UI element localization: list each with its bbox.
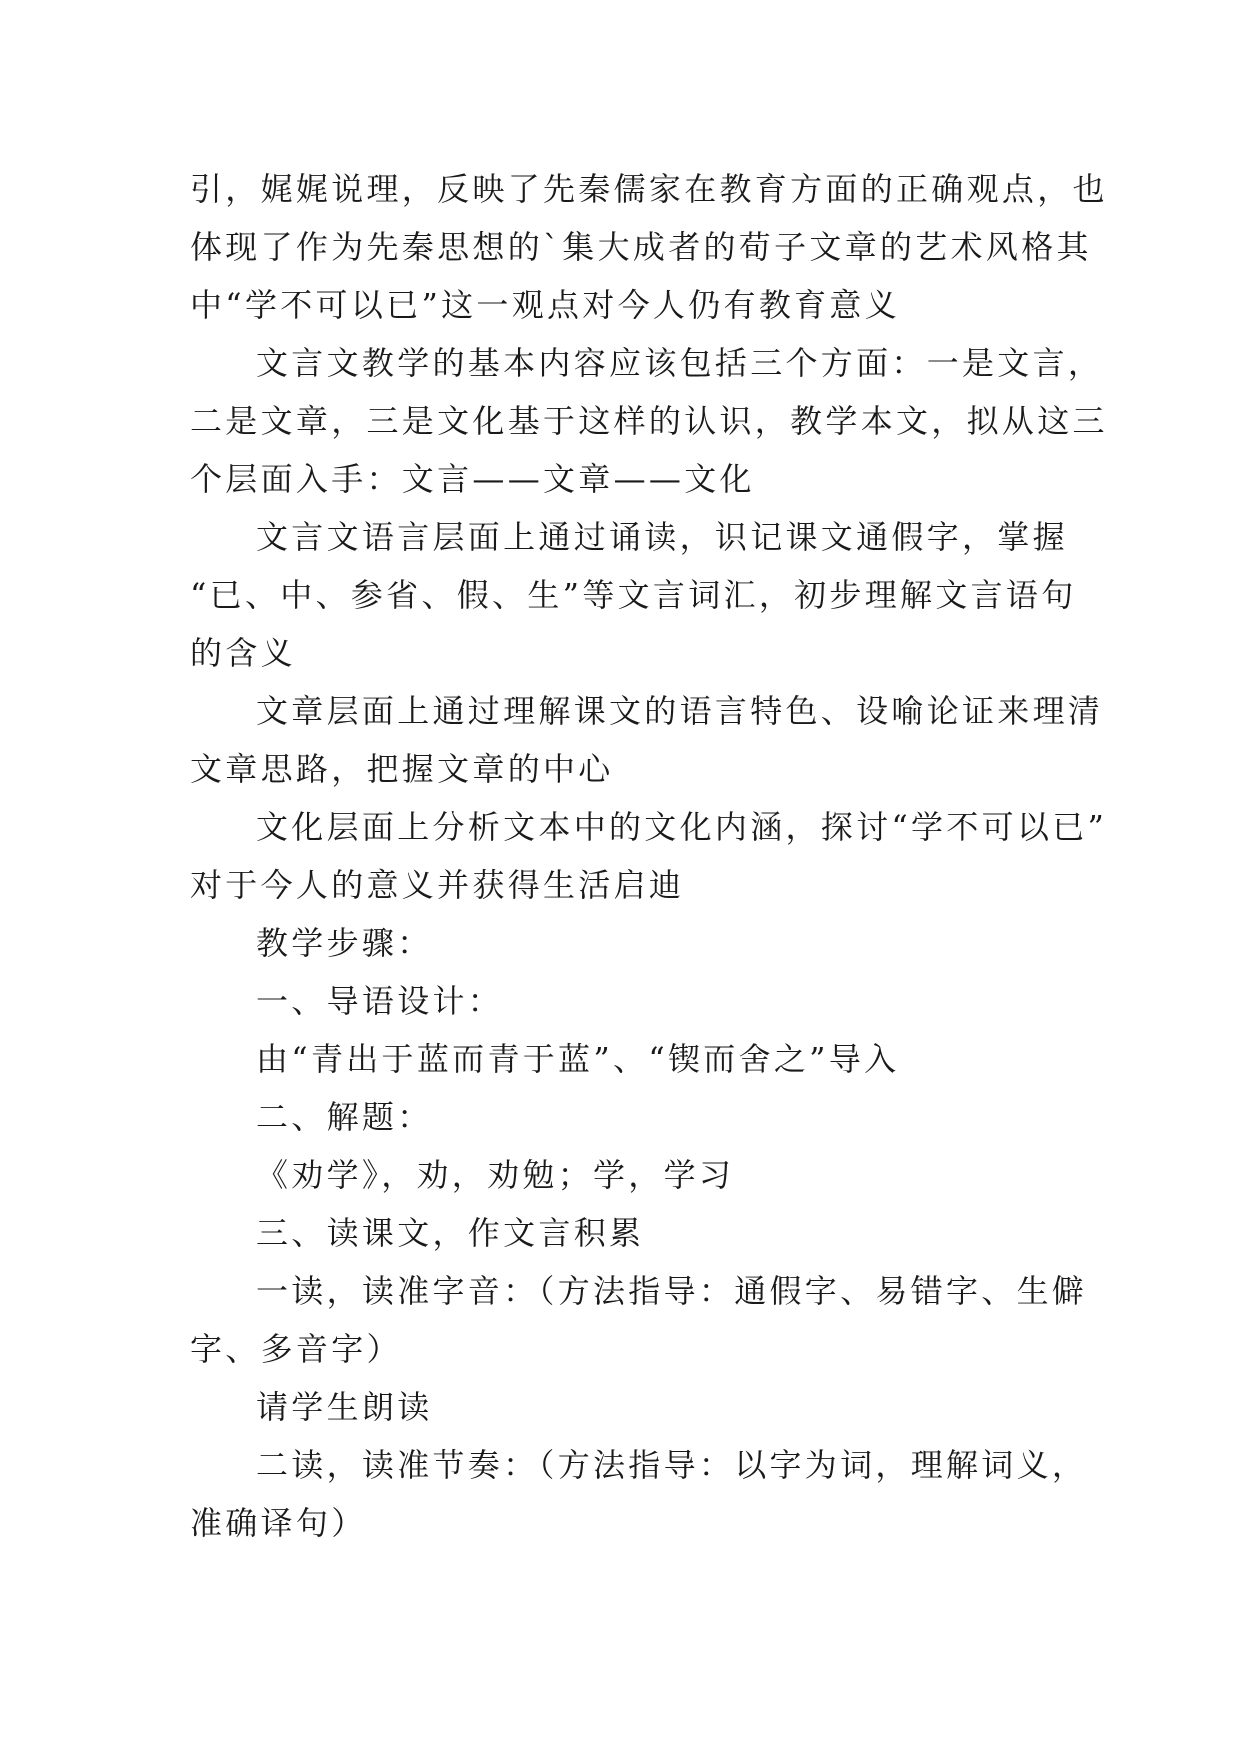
document-page bbox=[190, 160, 1108, 1552]
paragraph-start-line: 文言文语言层面上通过诵读，识记课文通假字，掌握 bbox=[256, 518, 1068, 556]
paragraph-start-line: 文化层面上分析文本中的文化内涵，探讨“学不可以已” bbox=[256, 808, 1108, 846]
paragraph-start-line: 《劝学》，劝，劝勉；学，学习 bbox=[256, 1156, 735, 1194]
text-line: 的含义 bbox=[190, 634, 296, 672]
text-line: 体现了作为先秦思想的`集大成者的荀子文章的艺术风格其 bbox=[190, 228, 1092, 266]
section-heading: 一、导语设计： bbox=[256, 982, 504, 1020]
section-heading: 教学步骤： bbox=[256, 924, 433, 962]
text-line: 中“学不可以已”这一观点对今人仍有教育意义 bbox=[190, 286, 901, 324]
text-line: “已、中、参省、假、生”等文言词汇，初步理解文言语句 bbox=[190, 576, 1077, 614]
section-heading: 三、读课文，作文言积累 bbox=[256, 1214, 645, 1252]
text-line: 引，娓娓说理，反映了先秦儒家在教育方面的正确观点，也 bbox=[190, 170, 1108, 208]
text-line: 对于今人的意义并获得生活启迪 bbox=[190, 866, 685, 904]
paragraph-start-line: 二读，读准节奏：（方法指导：以字为词，理解词义， bbox=[256, 1446, 1088, 1484]
text-line: 个层面入手：文言——文章——文化 bbox=[190, 460, 755, 498]
text-line: 准确译句） bbox=[190, 1504, 367, 1542]
paragraph-start-line: 由“青出于蓝而青于蓝”、“锲而舍之”导入 bbox=[256, 1040, 900, 1078]
paragraph-start-line: 一读，读准字音：（方法指导：通假字、易错字、生僻 bbox=[256, 1272, 1088, 1310]
text-line: 字、多音字） bbox=[190, 1330, 402, 1368]
text-line: 二是文章，三是文化基于这样的认识，教学本文，拟从这三 bbox=[190, 402, 1108, 440]
paragraph-start-line: 文章层面上通过理解课文的语言特色、设喻论证来理清 bbox=[256, 692, 1104, 730]
section-heading: 二、解题： bbox=[256, 1098, 433, 1136]
paragraph-start-line: 文言文教学的基本内容应该包括三个方面：一是文言， bbox=[256, 344, 1104, 382]
text-line: 文章思路，把握文章的中心 bbox=[190, 750, 614, 788]
paragraph-start-line: 请学生朗读 bbox=[256, 1388, 433, 1426]
